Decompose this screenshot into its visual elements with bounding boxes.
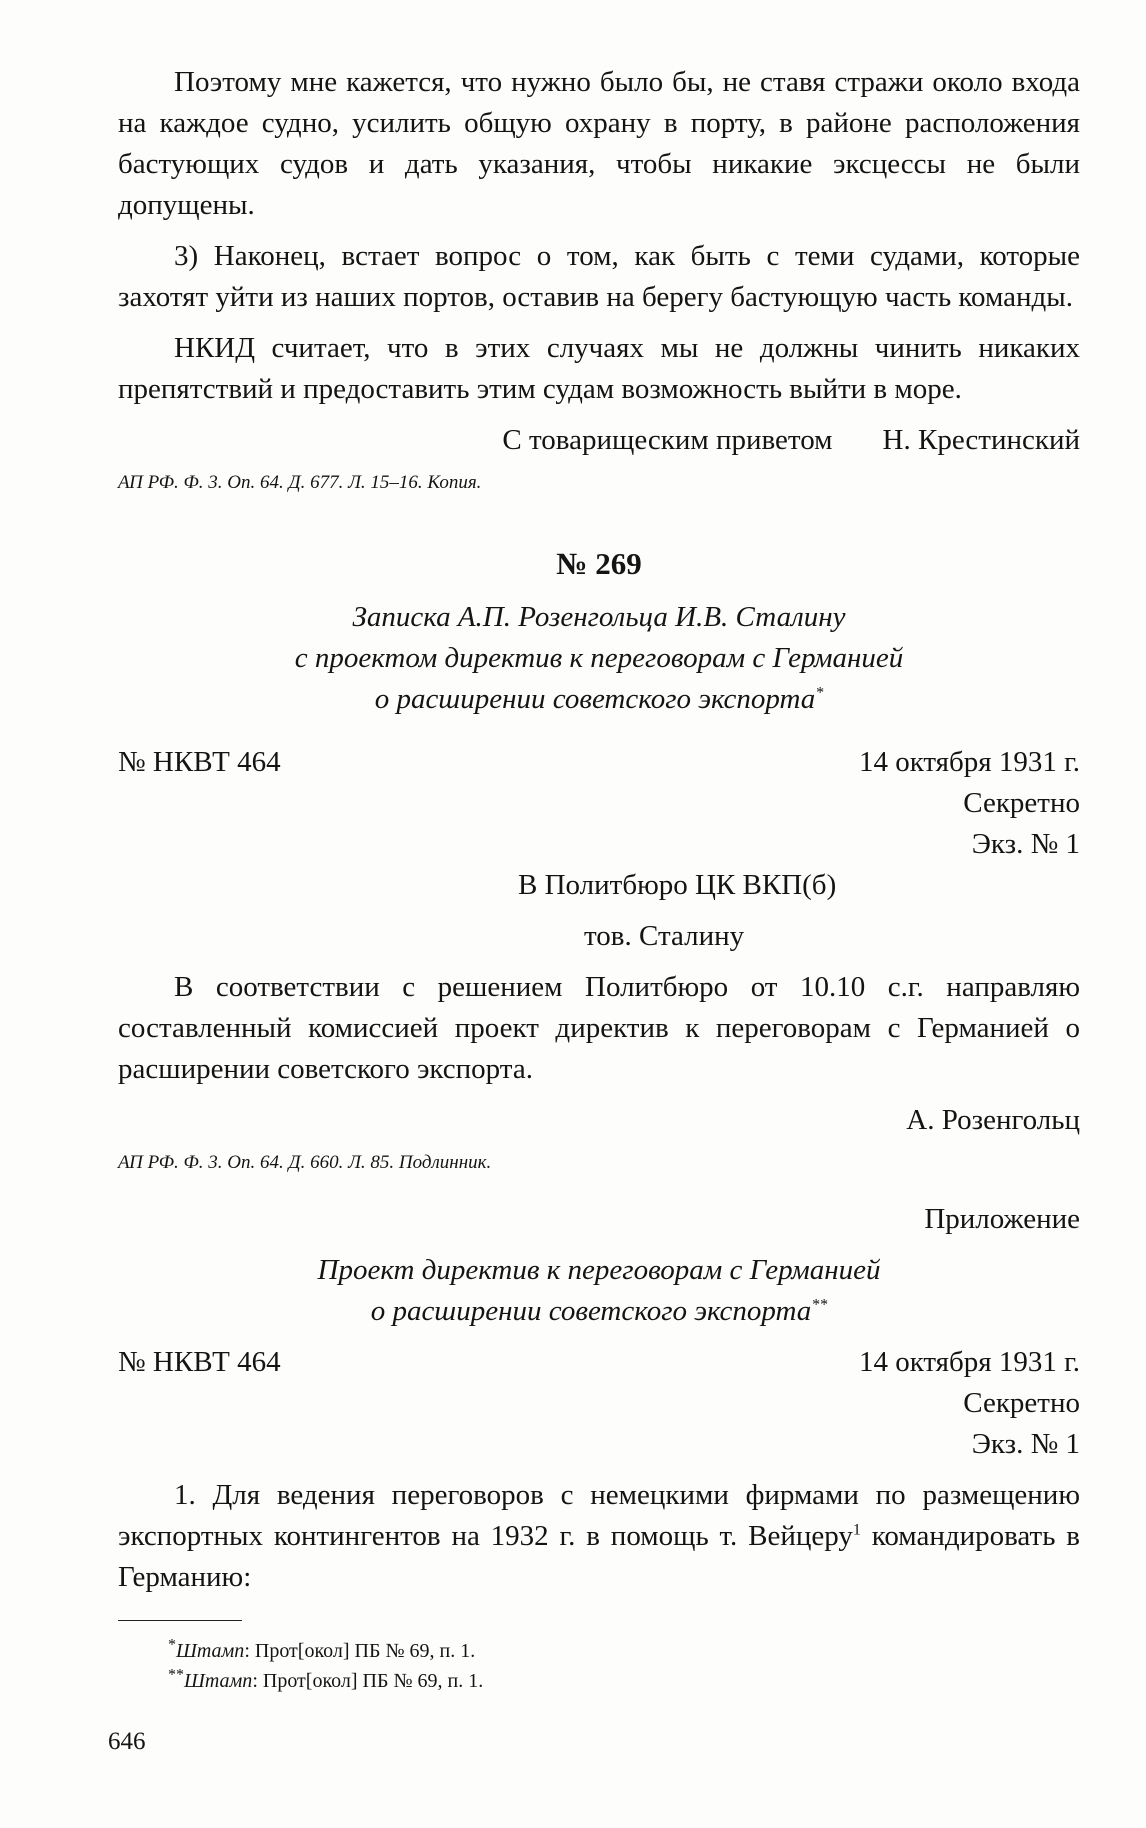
appendix-secrecy-stamp: Секретно <box>963 1387 1080 1419</box>
appendix-title-line-1: Проект директив к переговорам с Германией <box>317 1254 881 1286</box>
page-body <box>118 62 1080 1598</box>
signoff-name: Н. Крестинский <box>882 424 1080 456</box>
document-number: № 269 <box>556 546 642 581</box>
addressee-politburo: В Политбюро ЦК ВКП(б) <box>518 869 837 901</box>
appendix-registration-number: № НКВТ 464 <box>118 1346 281 1378</box>
addressee-stalin: тов. Сталину <box>584 920 745 952</box>
appendix-title-line-2: о расширении советского экспорта** <box>370 1295 828 1327</box>
footnote-1: *Штамп: Прот[окол] ПБ № 69, п. 1. <box>168 1636 476 1662</box>
footnotes <box>168 1636 483 1696</box>
copy-number: Экз. № 1 <box>971 828 1080 860</box>
appendix-title <box>118 1250 1080 1332</box>
paragraph-2: 3) Наконец, встает вопрос о том, как быть с теми судами, которые захотят уйти из наших портов, оставив на берегу бастующую часть команды. <box>118 240 1080 313</box>
paragraph-1: Поэтому мне кажется, что нужно было бы, не ставя стражи около входа на каждое судно, усилить общую охрану в порту, в районе расположения бастующих судов и дать указания, чтобы никакие эксцессы не были допущены. <box>118 66 1080 221</box>
document-title <box>118 597 1080 720</box>
appendix-date: 14 октября 1931 г. <box>858 1346 1080 1378</box>
appendix-point-1: 1. Для ведения переговоров с немецкими фирмами по размещению экспортных контингентов на 1932 г. в помощь т. Вейцеру$^1$ командировать в Германию: <box>118 1479 1080 1593</box>
document-title-line-2: с проектом директив к переговорам с Германией <box>294 642 904 674</box>
archive-reference-2: АП РФ. Ф. 3. Оп. 64. Д. 660. Л. 85. Подлинник. <box>118 1152 492 1173</box>
document-body: В соответствии с решением Политбюро от 10.10 с.г. направляю составленный комиссией проект директив к переговорам с Германией о расширении советского экспорта. <box>118 971 1080 1085</box>
appendix-label: Приложение <box>924 1203 1080 1235</box>
signature-rozengolts: А. Розенгольц <box>906 1104 1080 1136</box>
secrecy-stamp: Секретно <box>963 787 1080 819</box>
signoff-greeting: С товарищеским приветом <box>502 424 833 456</box>
appendix-copy-number: Экз. № 1 <box>971 1428 1080 1460</box>
footnote-2: **Штамп: Прот[окол] ПБ № 69, п. 1. <box>168 1666 484 1692</box>
footnote-divider <box>118 1620 242 1621</box>
document-title-line-3: о расширении советского экспорта* <box>374 683 824 715</box>
archive-reference-1: АП РФ. Ф. 3. Оп. 64. Д. 677. Л. 15–16. Копия. <box>118 472 482 493</box>
appendix-reg-row <box>118 1342 1080 1383</box>
registration-number: № НКВТ 464 <box>118 746 281 778</box>
document-title-line-1: Записка А.П. Розенгольца И.В. Сталину <box>352 601 846 633</box>
signoff-krestinsky <box>118 420 1080 461</box>
document-reg-row <box>118 742 1080 783</box>
title-footnote-mark: * <box>815 684 824 702</box>
document-date: 14 октября 1931 г. <box>858 746 1080 778</box>
paragraph-3: НКИД считает, что в этих случаях мы не должны чинить никаких препятствий и предоставить этим судам возможность выйти в море. <box>118 332 1080 405</box>
page-number: 646 <box>108 1728 146 1755</box>
point-1-note-mark: 1 <box>852 1521 861 1539</box>
appendix-footnote-mark: ** <box>811 1296 828 1314</box>
